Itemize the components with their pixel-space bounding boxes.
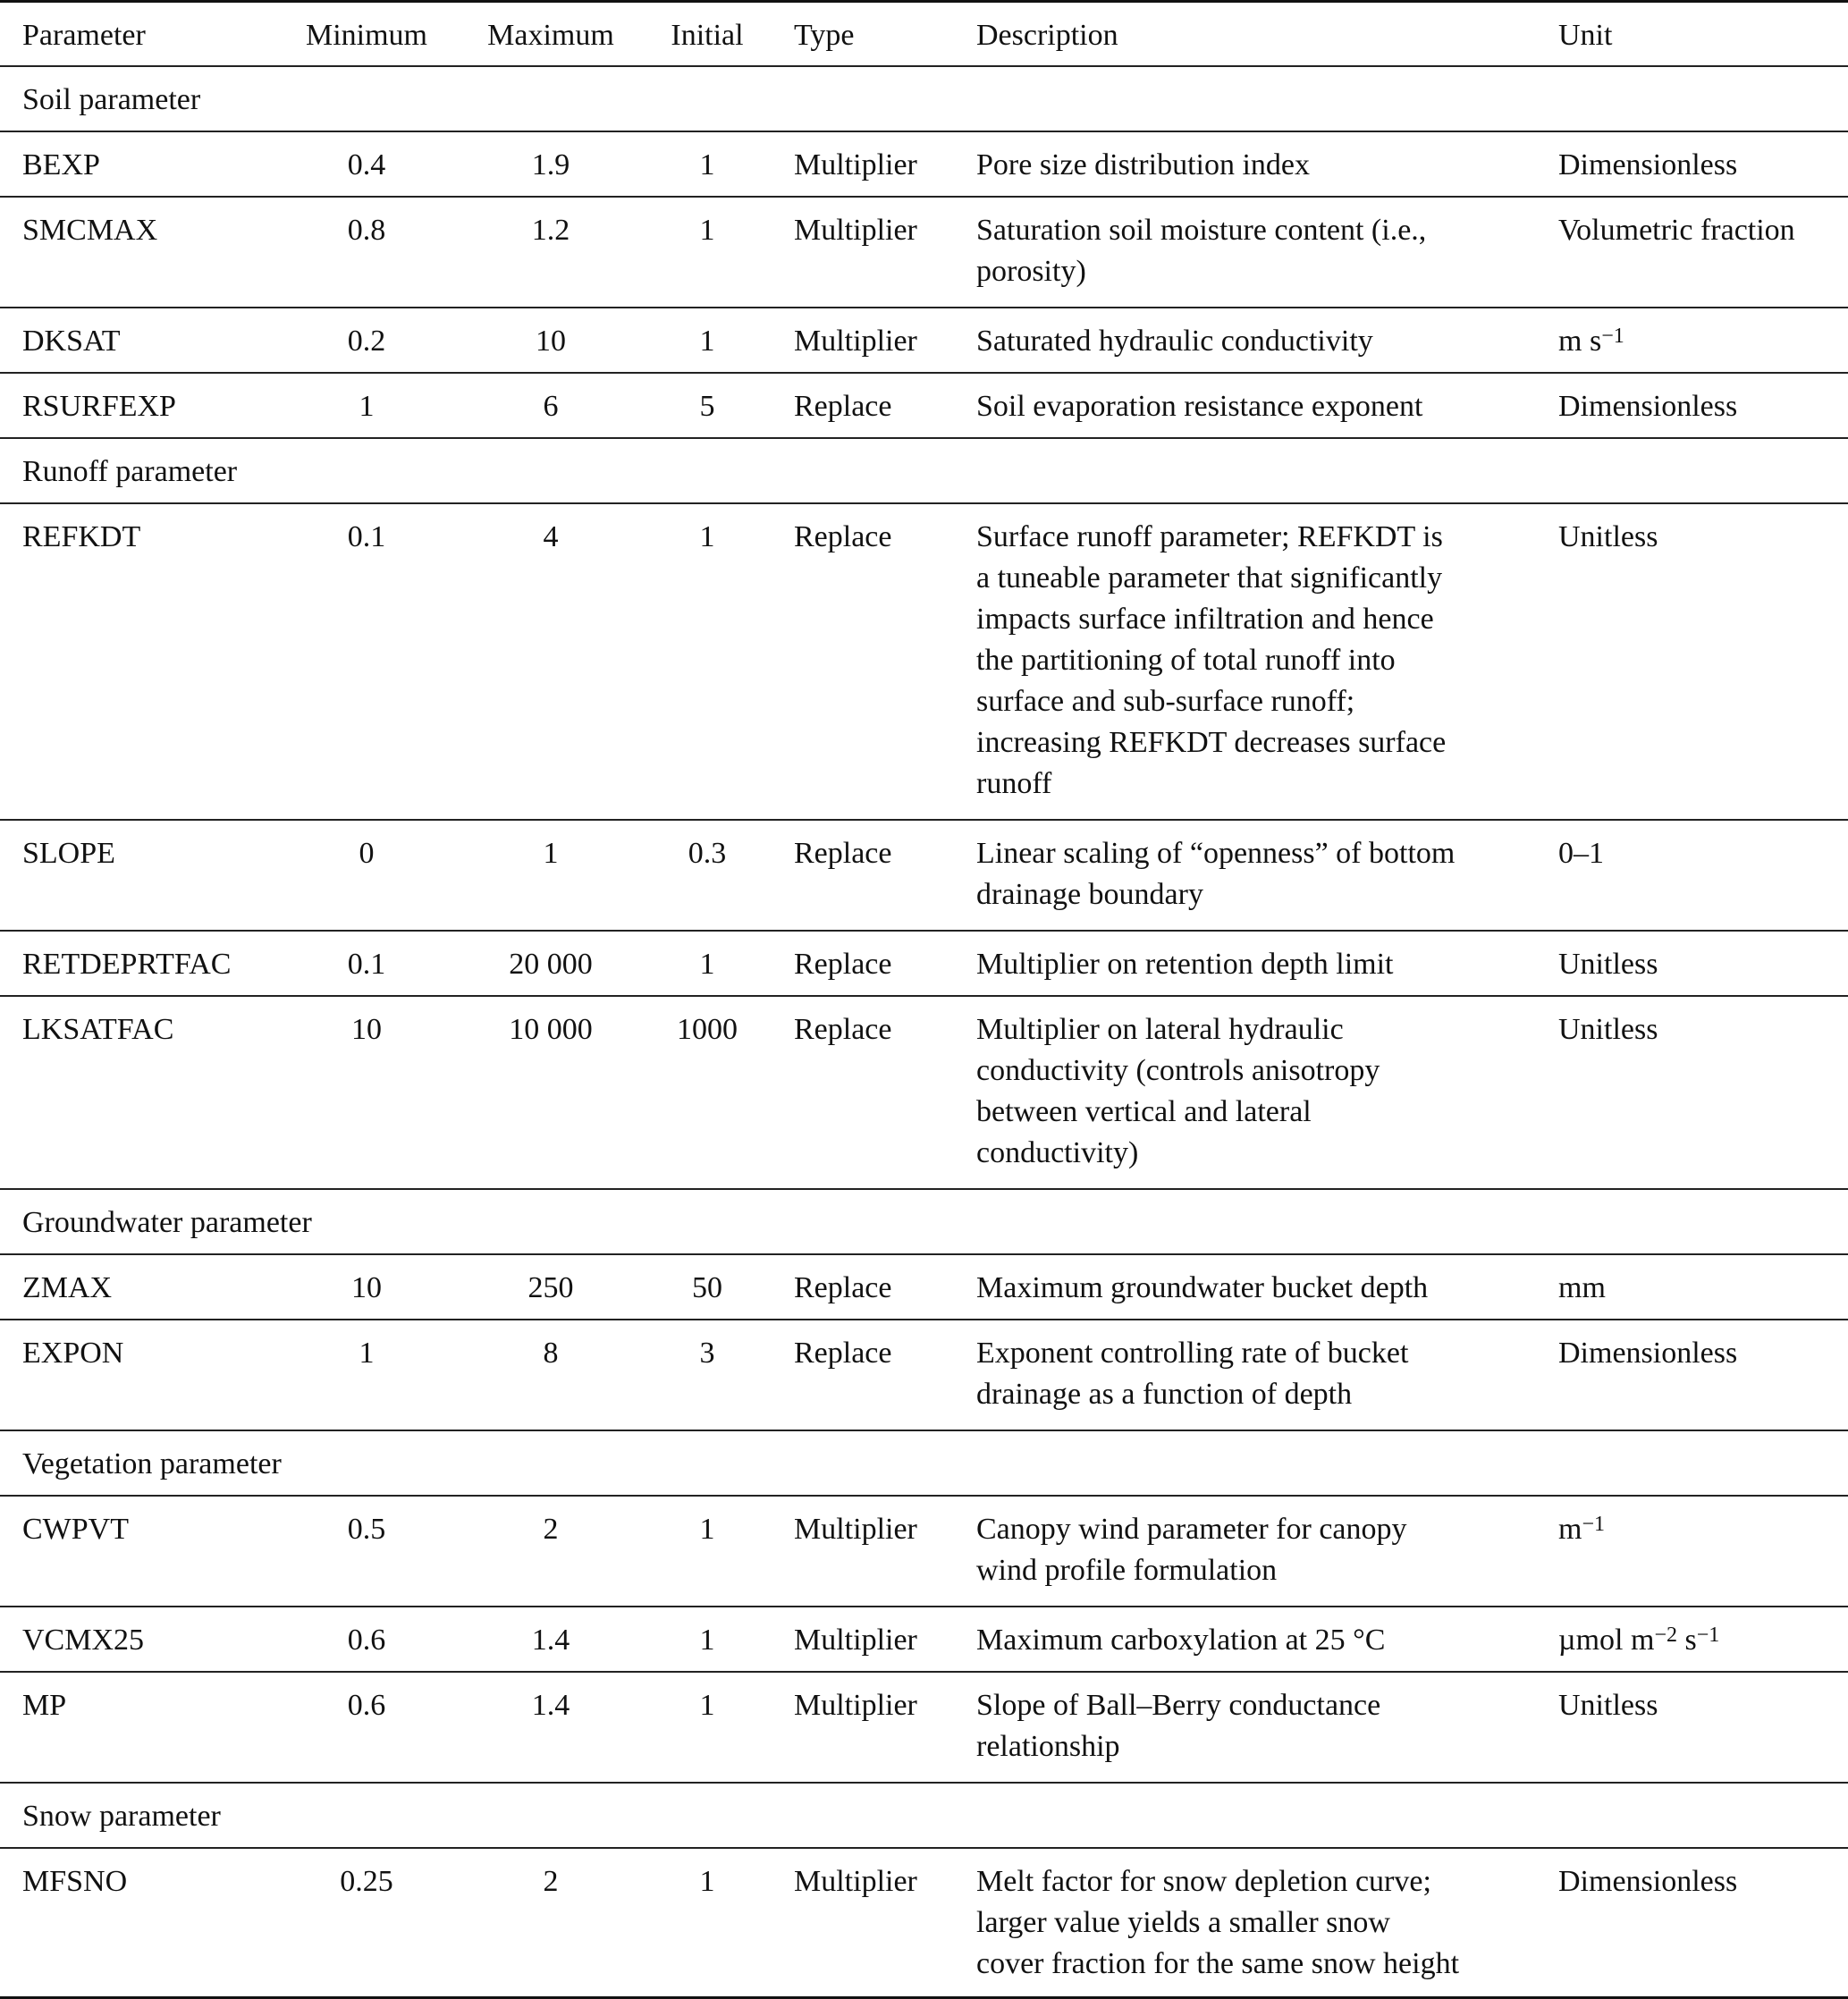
table-row	[0, 819, 1848, 930]
unit	[1558, 145, 1737, 186]
initial-value: 1	[699, 1513, 715, 1546]
description-line: Pore size distribution index	[976, 148, 1311, 181]
unit-text: m	[1558, 1513, 1582, 1546]
initial-value: 1	[699, 1624, 715, 1657]
description-line: the partitioning of total runoff into	[976, 644, 1396, 677]
description-line: wind profile formulation	[976, 1554, 1278, 1587]
unit-text: Dimensionless	[1558, 1865, 1738, 1898]
description-line: Multiplier on lateral hydraulic	[976, 1013, 1344, 1046]
maximum-value: 10	[536, 325, 566, 358]
parameter-name: REFKDT	[22, 520, 141, 553]
unit-text: Unitless	[1558, 948, 1658, 981]
description	[976, 1509, 1548, 1591]
description-line: Linear scaling of “openness” of bottom	[976, 837, 1456, 870]
initial-value: 1	[699, 1689, 715, 1722]
unit-exponent: −1	[1601, 325, 1624, 348]
minimum-value: 0.25	[340, 1865, 393, 1898]
type-value: Replace	[794, 1271, 892, 1304]
unit	[1558, 210, 1795, 251]
parameter-name: DKSAT	[22, 325, 121, 358]
table-row	[0, 995, 1848, 1188]
description-line: increasing REFKDT decreases surface	[976, 726, 1447, 759]
description	[976, 321, 1548, 362]
description	[976, 210, 1548, 292]
unit-text: mm	[1558, 1271, 1606, 1304]
section-row	[0, 437, 1848, 502]
minimum-value: 0.1	[347, 948, 386, 981]
unit	[1558, 1509, 1605, 1550]
minimum-value: 1	[359, 1337, 375, 1370]
description-line: cover fraction for the same snow height	[976, 1947, 1460, 1980]
description	[976, 386, 1548, 427]
description-line: relationship	[976, 1730, 1120, 1763]
maximum-value: 4	[543, 520, 559, 553]
unit	[1558, 944, 1658, 985]
section-title: Runoff parameter	[22, 455, 238, 488]
description-line: Maximum carboxylation at 25 °C	[976, 1624, 1386, 1657]
table-row	[0, 307, 1848, 372]
section-title: Groundwater parameter	[22, 1206, 312, 1239]
table-row	[0, 131, 1848, 196]
description-line: conductivity (controls anisotropy	[976, 1054, 1380, 1087]
minimum-value: 0.5	[347, 1513, 386, 1546]
type-value: Multiplier	[794, 214, 917, 247]
unit-text: Volumetric fraction	[1558, 214, 1795, 247]
unit-text: Unitless	[1558, 1689, 1658, 1722]
unit	[1558, 321, 1624, 362]
table-row	[0, 196, 1848, 307]
initial-value: 1	[699, 948, 715, 981]
type-value: Replace	[794, 390, 892, 423]
parameter-name: BEXP	[22, 148, 100, 181]
minimum-value: 0.6	[347, 1624, 386, 1657]
type-value: Multiplier	[794, 1865, 917, 1898]
unit-exponent: −1	[1582, 1513, 1605, 1536]
section-row	[0, 1782, 1848, 1847]
minimum-value: 0.1	[347, 520, 386, 553]
initial-value: 5	[699, 390, 715, 423]
maximum-value: 1.4	[531, 1689, 570, 1722]
table-row	[0, 1847, 1848, 1999]
maximum-value: 6	[543, 390, 559, 423]
description-line: Surface runoff parameter; REFKDT is	[976, 520, 1443, 553]
section-row	[0, 1188, 1848, 1253]
initial-value: 1	[699, 325, 715, 358]
initial-value: 3	[699, 1337, 715, 1370]
parameter-name: LKSATFAC	[22, 1013, 174, 1046]
minimum-value: 0.8	[347, 214, 386, 247]
initial-value: 1	[699, 1865, 715, 1898]
header-parameter: Parameter	[22, 19, 146, 52]
description-line: larger value yields a smaller snow	[976, 1906, 1390, 1939]
unit-text: Dimensionless	[1558, 390, 1738, 423]
description-line: Maximum groundwater bucket depth	[976, 1271, 1429, 1304]
description	[976, 517, 1548, 805]
header-minimum: Minimum	[305, 19, 428, 52]
parameter-name: MP	[22, 1689, 67, 1722]
description	[976, 1620, 1548, 1661]
description	[976, 1685, 1548, 1767]
maximum-value: 1.9	[531, 148, 570, 181]
minimum-value: 0	[359, 837, 375, 870]
unit	[1558, 1268, 1606, 1309]
table-row	[0, 930, 1848, 995]
header-maximum: Maximum	[487, 19, 614, 52]
maximum-value: 20 000	[509, 948, 593, 981]
section-title: Vegetation parameter	[22, 1447, 282, 1480]
description	[976, 1009, 1548, 1174]
unit-text: m s	[1558, 325, 1602, 358]
description-line: Slope of Ball–Berry conductance	[976, 1689, 1381, 1722]
unit-text: Dimensionless	[1558, 1337, 1738, 1370]
description-line: Saturation soil moisture content (i.e.,	[976, 214, 1427, 247]
minimum-value: 0.2	[347, 325, 386, 358]
table-row	[0, 372, 1848, 437]
type-value: Replace	[794, 837, 892, 870]
description-line: drainage boundary	[976, 878, 1203, 911]
unit-text: s	[1676, 1624, 1697, 1657]
unit	[1558, 1861, 1737, 1902]
unit-text: Dimensionless	[1558, 148, 1738, 181]
unit	[1558, 386, 1737, 427]
type-value: Replace	[794, 1337, 892, 1370]
unit-exponent: −2	[1654, 1624, 1677, 1647]
table-row	[0, 1319, 1848, 1430]
initial-value: 1	[699, 520, 715, 553]
type-value: Multiplier	[794, 1689, 917, 1722]
description-line: Soil evaporation resistance exponent	[976, 390, 1423, 423]
description-line: runoff	[976, 767, 1052, 800]
minimum-value: 0.4	[347, 148, 386, 181]
type-value: Multiplier	[794, 1513, 917, 1546]
unit	[1558, 517, 1658, 558]
description-line: Melt factor for snow depletion curve;	[976, 1865, 1431, 1898]
section-row	[0, 1430, 1848, 1495]
description	[976, 944, 1548, 985]
maximum-value: 1.4	[531, 1624, 570, 1657]
description-line: Multiplier on retention depth limit	[976, 948, 1394, 981]
unit-text: Unitless	[1558, 520, 1658, 553]
table-row	[0, 1253, 1848, 1319]
table-row	[0, 502, 1848, 819]
description-line: Saturated hydraulic conductivity	[976, 325, 1373, 358]
parameter-name: MFSNO	[22, 1865, 128, 1898]
parameter-name: SLOPE	[22, 837, 115, 870]
parameter-name: ZMAX	[22, 1271, 113, 1304]
description-line: impacts surface infiltration and hence	[976, 603, 1434, 636]
minimum-value: 10	[351, 1271, 382, 1304]
initial-value: 0.3	[688, 837, 727, 870]
maximum-value: 1	[543, 837, 559, 870]
unit-text: Unitless	[1558, 1013, 1658, 1046]
table-row	[0, 1671, 1848, 1782]
description-line: Canopy wind parameter for canopy	[976, 1513, 1407, 1546]
description	[976, 1333, 1548, 1415]
type-value: Replace	[794, 948, 892, 981]
description-line: drainage as a function of depth	[976, 1378, 1353, 1411]
header-unit: Unit	[1558, 19, 1613, 52]
parameter-name: EXPON	[22, 1337, 124, 1370]
unit	[1558, 833, 1604, 874]
type-value: Multiplier	[794, 1624, 917, 1657]
header-description: Description	[976, 19, 1118, 52]
description-line: between vertical and lateral	[976, 1095, 1312, 1128]
type-value: Multiplier	[794, 325, 917, 358]
table-row	[0, 1495, 1848, 1606]
unit	[1558, 1333, 1737, 1374]
description	[976, 833, 1548, 915]
unit-exponent: −1	[1696, 1624, 1720, 1647]
parameter-name: RSURFEXP	[22, 390, 176, 423]
parameter-name: SMCMAX	[22, 214, 158, 247]
initial-value: 1	[699, 214, 715, 247]
table-row	[0, 1606, 1848, 1671]
maximum-value: 250	[527, 1271, 574, 1304]
maximum-value: 2	[543, 1513, 559, 1546]
unit-text: µmol m	[1558, 1624, 1655, 1657]
minimum-value: 1	[359, 390, 375, 423]
header-type: Type	[794, 19, 855, 52]
description	[976, 1268, 1548, 1309]
unit	[1558, 1685, 1658, 1726]
parameter-name: CWPVT	[22, 1513, 129, 1546]
maximum-value: 10 000	[509, 1013, 593, 1046]
unit	[1558, 1620, 1719, 1661]
description	[976, 1861, 1548, 1985]
header-row	[0, 0, 1848, 65]
maximum-value: 8	[543, 1337, 559, 1370]
parameter-name: VCMX25	[22, 1624, 145, 1657]
type-value: Replace	[794, 1013, 892, 1046]
initial-value: 1	[699, 148, 715, 181]
unit-text: 0–1	[1558, 837, 1604, 870]
description-line: a tuneable parameter that significantly	[976, 561, 1443, 595]
initial-value: 1000	[677, 1013, 738, 1046]
description-line: Exponent controlling rate of bucket	[976, 1337, 1409, 1370]
maximum-value: 2	[543, 1865, 559, 1898]
description	[976, 145, 1548, 186]
type-value: Replace	[794, 520, 892, 553]
minimum-value: 10	[351, 1013, 382, 1046]
header-initial: Initial	[671, 19, 744, 52]
description-line: conductivity)	[976, 1136, 1139, 1169]
unit	[1558, 1009, 1658, 1050]
section-row	[0, 65, 1848, 131]
section-title: Soil parameter	[22, 83, 201, 116]
parameter-name: RETDEPRTFAC	[22, 948, 232, 981]
description-line: surface and sub-surface runoff;	[976, 685, 1355, 718]
maximum-value: 1.2	[531, 214, 570, 247]
initial-value: 50	[692, 1271, 722, 1304]
description-line: porosity)	[976, 255, 1086, 288]
type-value: Multiplier	[794, 148, 917, 181]
minimum-value: 0.6	[347, 1689, 386, 1722]
section-title: Snow parameter	[22, 1800, 221, 1833]
